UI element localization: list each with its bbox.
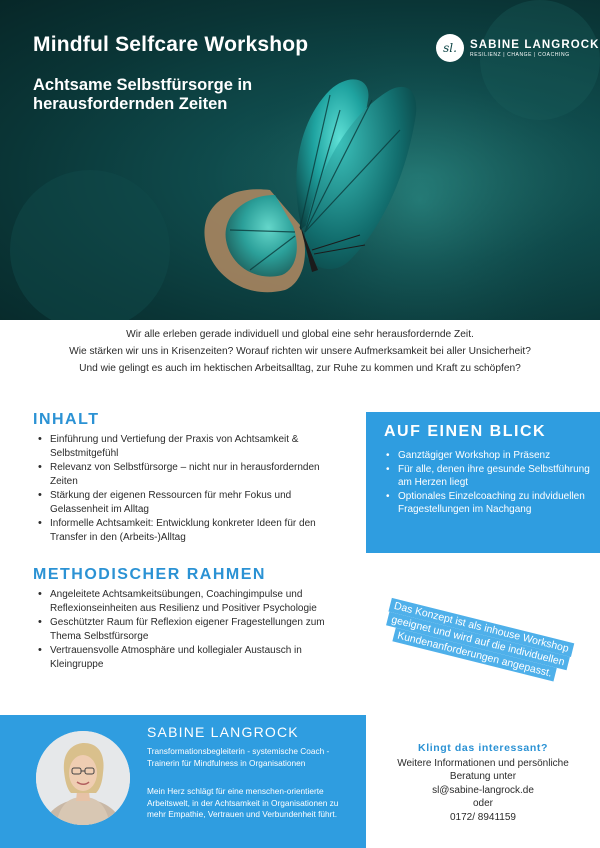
portrait-image <box>36 731 130 825</box>
brand-tagline: RESILIENZ | CHANGE | COACHING <box>470 51 570 58</box>
intro-line-2: Wie stärken wir uns in Krisenzeiten? Worauf richten wir unsere Aufmerksamkeit bei aller Unsicherheit? Und wie gelingt es auch im hektischen Arbeitsalltag, zur Ruhe zu kommen und Kraft zu schöpfen? <box>69 346 531 374</box>
page-subtitle: Achtsame Selbstfürsorge in herausfordernden Zeiten <box>33 76 253 113</box>
list-item: • Angeleitete Achtsamkeitsübungen, Coachingimpulse und Reflexionseinheiten aus Resilienz und Positiver Psychologie <box>33 588 333 615</box>
intro-line-1: Wir alle erleben gerade individuell und global eine sehr herausfordernde Zeit. <box>126 329 474 340</box>
section-heading-methodik: METHODISCHER RAHMEN <box>33 566 266 583</box>
contact-block <box>388 742 578 824</box>
profile-role: Transformationsbegleiterin - systemische Coach - Trainerin für Mindfulness in Organisationen <box>147 746 330 768</box>
list-item: • Informelle Achtsamkeit: Entwicklung konkreter Ideen für den Transfer in den (Arbeits-)Alltag <box>33 517 333 544</box>
avatar <box>36 731 130 825</box>
contact-heading: Klingt das interessant? <box>418 742 548 754</box>
inhouse-note-text: Das Konzept ist als inhouse Workshop geeignet und wird auf die individuellen Kundenanforderungen angepasst. <box>386 598 574 682</box>
hero-banner <box>0 0 600 320</box>
profile-description: Mein Herz schlägt für eine menschen-orientierte Arbeitswelt, in der Achtsamkeit in Organisationen zu mehr Empathie, Vertrauen und Verbundenheit führt. <box>147 786 339 819</box>
methodik-list <box>33 588 333 672</box>
inhalt-list <box>33 433 333 545</box>
list-item: • Für alle, denen ihre gesunde Selbstführung am Herzen liegt <box>386 463 591 490</box>
intro-text <box>60 326 540 377</box>
section-heading-glance: AUF EINEN BLICK <box>384 423 547 440</box>
contact-email[interactable]: sl@sabine-langrock.de <box>432 784 534 796</box>
list-item: • Einführung und Vertiefung der Praxis von Achtsamkeit & Selbstmitgefühl <box>33 433 333 460</box>
profile-name: SABINE LANGROCK <box>147 724 299 740</box>
section-heading-inhalt: INHALT <box>33 411 100 428</box>
list-item: • Ganztägiger Workshop in Präsenz <box>386 449 591 463</box>
list-item: • Vertrauensvolle Atmosphäre und kollegialer Austausch in Kleingruppe <box>33 644 333 671</box>
list-item: • Geschützter Raum für Reflexion eigener Fragestellungen zum Thema Selbstfürsorge <box>33 616 333 643</box>
contact-line: Weitere Informationen und persönliche Beratung unter <box>397 757 569 782</box>
list-item: • Optionales Einzelcoaching zu indviduellen Fragestellungen im Nachgang <box>386 490 591 517</box>
brand-logo-block <box>436 34 600 62</box>
inhouse-note <box>366 594 590 688</box>
page-title: Mindful Selfcare Workshop <box>33 33 309 56</box>
brand-name: SABINE LANGROCK <box>470 38 600 51</box>
contact-or: oder <box>472 798 493 809</box>
list-item: • Relevanz von Selbstfürsorge – nicht nur in herausfordernden Zeiten <box>33 461 333 488</box>
list-item: • Stärkung der eigenen Ressourcen für mehr Fokus und Gelassenheit im Alltag <box>33 489 333 516</box>
contact-phone[interactable]: 0172/ 8941159 <box>450 811 516 823</box>
profile-box <box>0 715 366 848</box>
at-a-glance-box <box>366 412 600 553</box>
glance-list <box>386 449 591 517</box>
brand-monogram-icon: sl. <box>436 34 464 62</box>
